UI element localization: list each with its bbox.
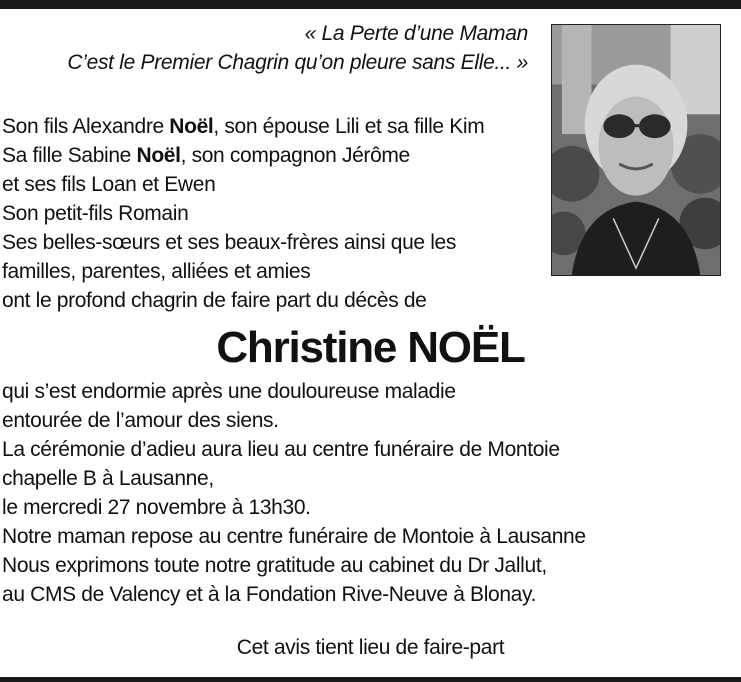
top-rule — [0, 0, 741, 9]
bottom-rule — [0, 677, 741, 682]
body-line: Notre maman repose au centre funéraire de Montoie à Lausanne — [2, 525, 586, 548]
family-line: Sa fille Sabine Noël, son compagnon Jérôme — [2, 144, 410, 167]
obituary-body — [2, 377, 586, 609]
family-line: Son petit-fils Romain — [2, 202, 189, 225]
family-line: et ses fils Loan et Ewen — [2, 173, 216, 196]
family-announcement — [2, 112, 484, 315]
body-line: au CMS de Valency et à la Fondation Rive-Neuve à Blonay. — [2, 583, 537, 606]
body-line: chapelle B à Lausanne, — [2, 467, 214, 490]
body-line: Nous exprimons toute notre gratitude au cabinet du Dr Jallut, — [2, 554, 547, 577]
body-line: entourée de l’amour des siens. — [2, 409, 279, 432]
family-line: familles, parentes, alliées et amies — [2, 260, 311, 283]
quote-line-2: C’est le Premier Chagrin qu’on pleure sans Elle... » — [67, 51, 528, 74]
body-line: qui s’est endormie après une douloureuse maladie — [2, 380, 456, 403]
portrait-photo — [551, 24, 721, 276]
family-line: Ses belles-sœurs et ses beaux-frères ainsi que les — [2, 231, 457, 254]
deceased-name: Christine NOËL — [216, 323, 525, 372]
quote-line-1: « La Perte d’une Maman — [304, 22, 528, 45]
body-line: La cérémonie d’adieu aura lieu au centre funéraire de Montoie — [2, 438, 560, 461]
family-line: ont le profond chagrin de faire part du décès de — [2, 289, 427, 312]
family-line: Son fils Alexandre Noël, son épouse Lili et sa fille Kim — [2, 115, 485, 138]
body-line: le mercredi 27 novembre à 13h30. — [2, 496, 311, 519]
footer-note: Cet avis tient lieu de faire-part — [236, 636, 505, 659]
